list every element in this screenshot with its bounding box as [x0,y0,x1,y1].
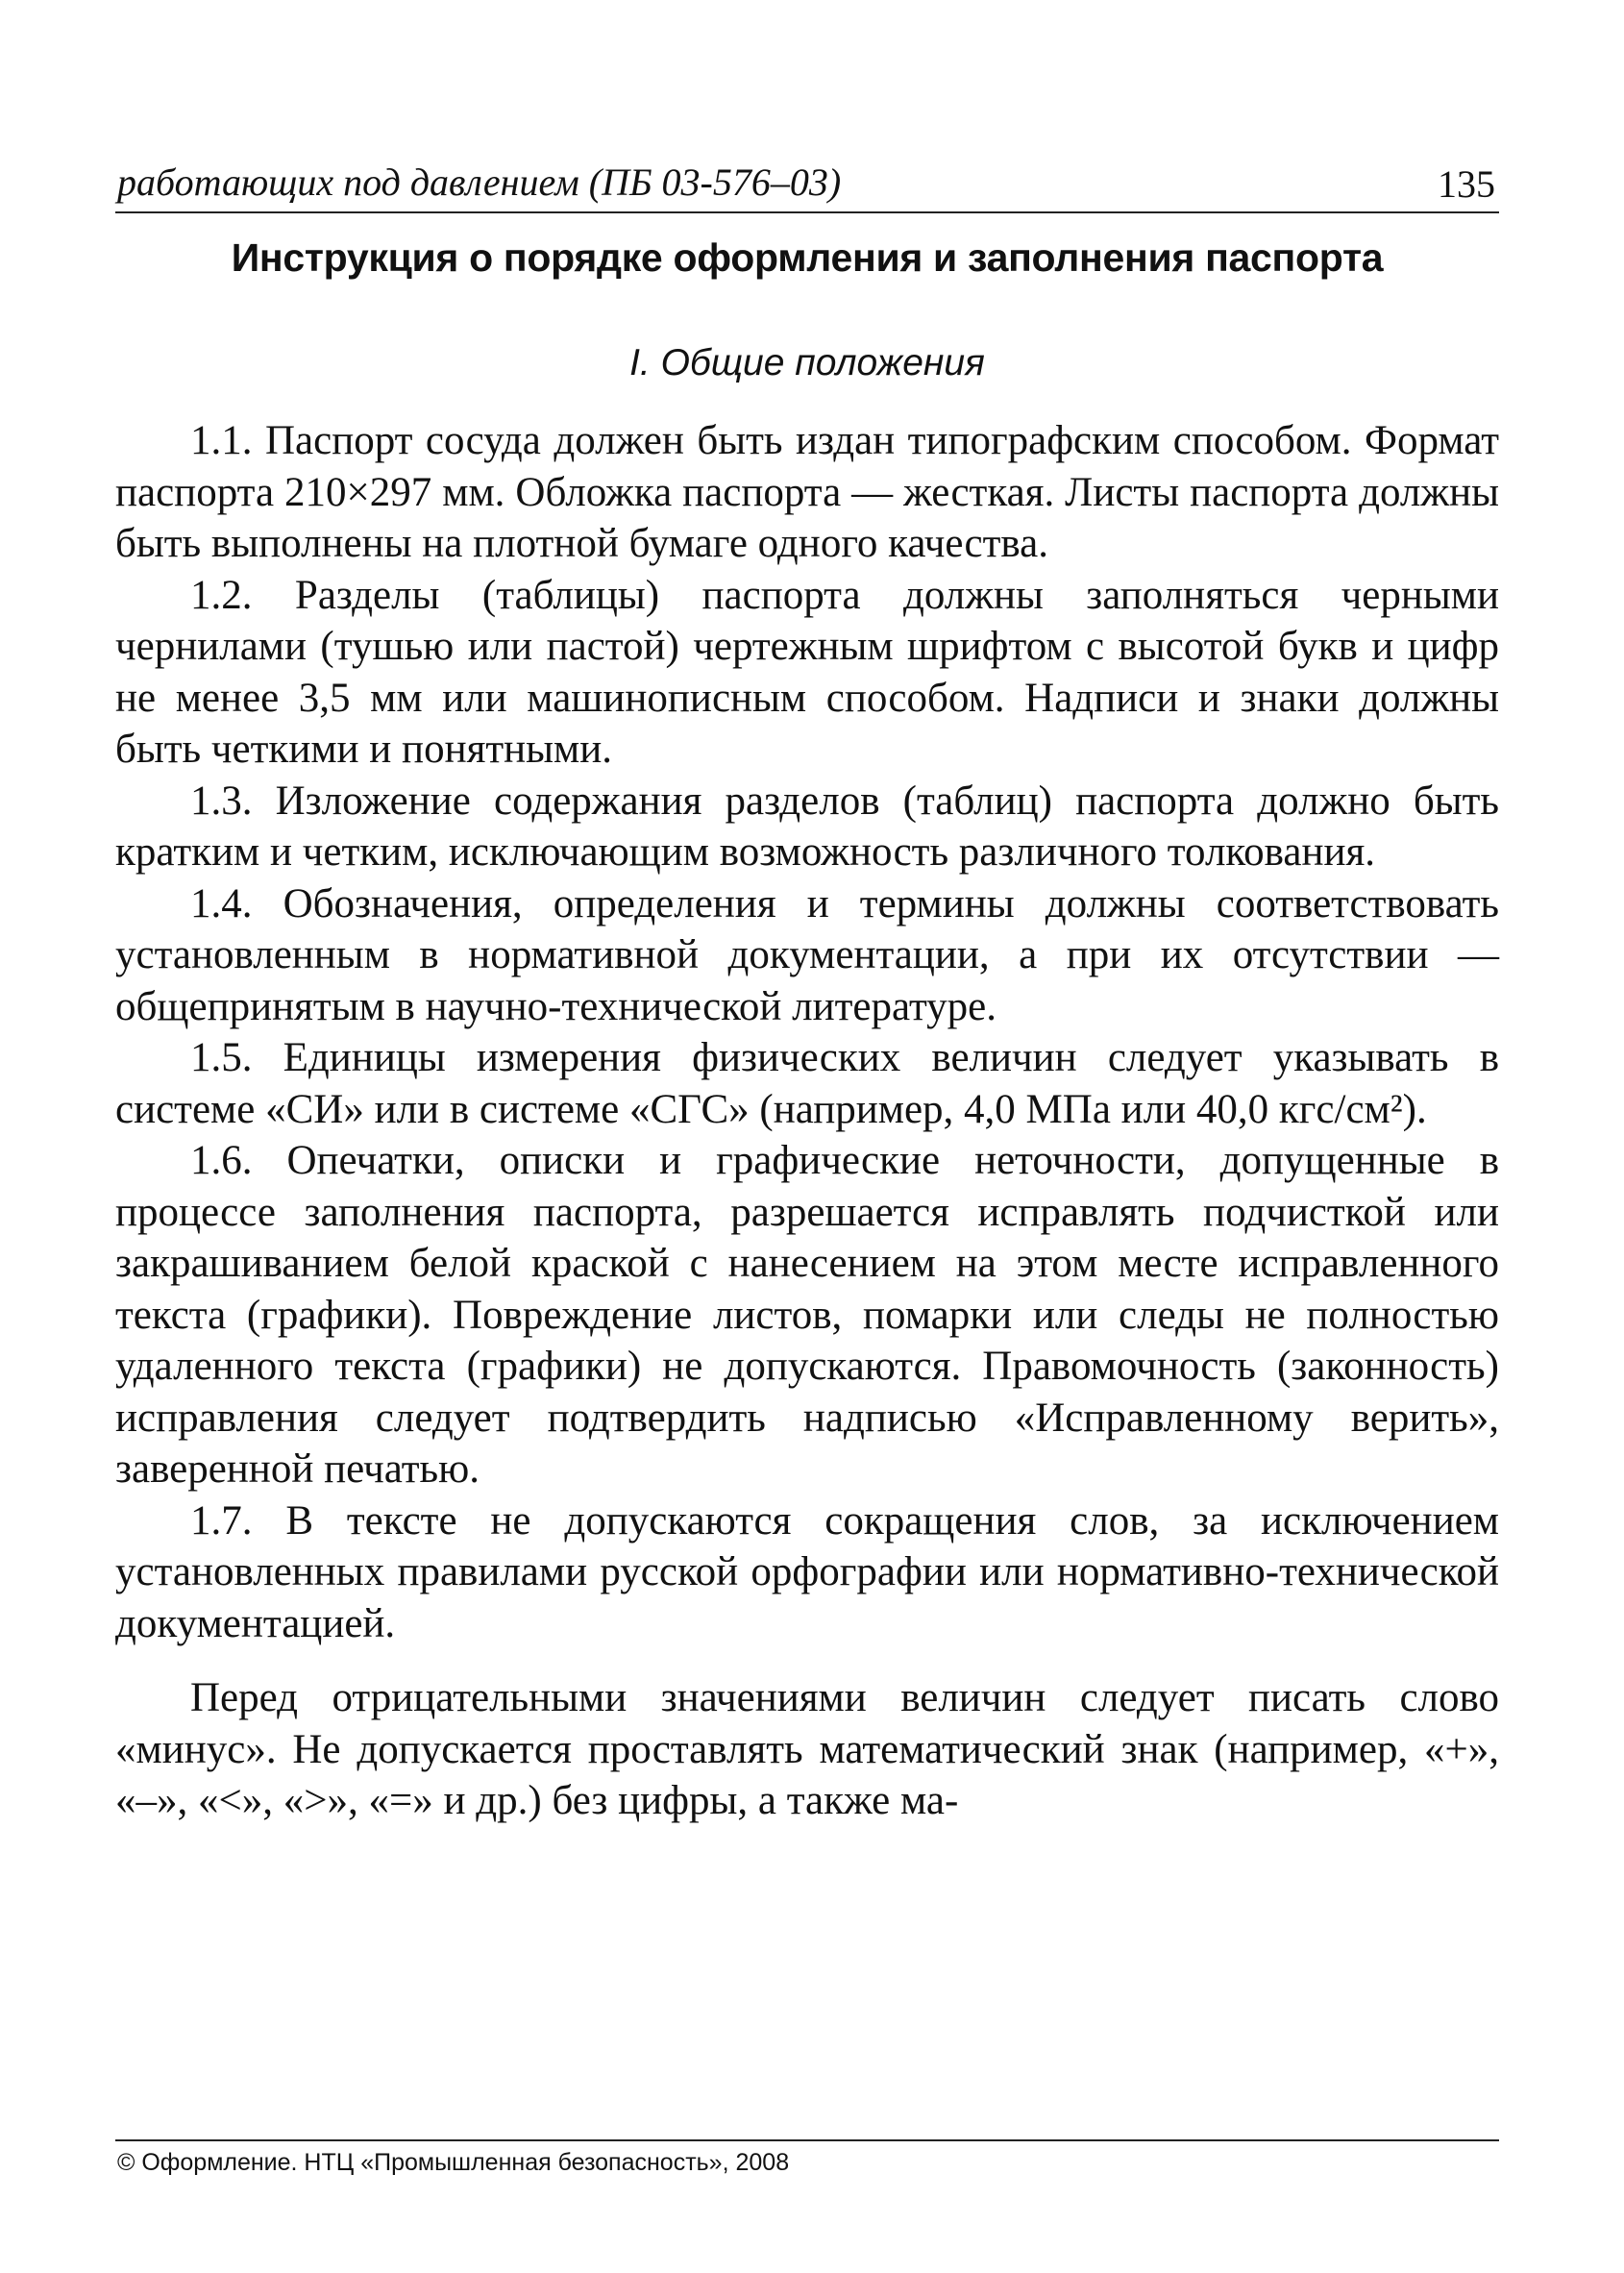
paragraph-1-2: 1.2. Разделы (таблицы) паспорта должны заполняться черными чернилами (тушью или пастой) чертежным шрифтом с высотой букв и цифр не менее 3,5 мм или машинописным способом. Надписи и знаки должны быть четкими и понятными. [115,572,1499,772]
section-heading: I. Общие положения [629,342,985,383]
paragraph-1-6: 1.6. Опечатки, описки и графические неточности, допущенные в процессе заполнения паспорта, разрешается исправлять подчисткой или закрашиванием белой краской с нанесением на этом месте исправленного текста (графики). Повреждение листов, помарки или следы не полностью удаленного текста (графики) не допускаются. Правомочность (законность) исправления следует подтвердить надписью «Исправленному верить», заверенной печатью. [115,1138,1499,1492]
paragraph-1-4: 1.4. Обозначения, определения и термины должны соответствовать установленным в нормативной документации, а при их отсутствии — общепринятым в научно-технической литературе. [115,880,1499,1029]
paragraph-1-1: 1.1. Паспорт сосуда должен быть издан типографским способом. Формат паспорта 210×297 мм. Обложка паспорта — жесткая. Листы паспорта должны быть выполнены на плотной бумаге одного качества. [115,418,1499,566]
document-page [115,0,1499,2273]
paragraph-1-7: 1.7. В тексте не допускаются сокращения слов, за исключением установленных правилами русской орфографии или нормативно-технической документацией. [115,1497,1499,1646]
page-number: 135 [1438,162,1495,206]
footer-divider [115,2139,1499,2141]
paragraph-1-3: 1.3. Изложение содержания разделов (таблиц) паспорта должно быть кратким и четким, исключающим возможность различного толкования. [115,778,1499,875]
paragraph-minus-sign: Перед отрицательными значениями величин следует писать слово «минус». Не допускается проставлять математический знак (например, «+», «–», «<», «>», «=» и др.) без цифры, а также ма- [115,1675,1499,1823]
running-header [115,156,1499,213]
footer-copyright: © Оформление. НТЦ «Промышленная безопасность», 2008 [117,2149,790,2176]
document-title: Инструкция о порядке оформления и заполнения паспорта [231,235,1384,280]
paragraph-1-5: 1.5. Единицы измерения физических величин следует указывать в системе «СИ» или в системе «СГС» (например, 4,0 МПа или 40,0 кгс/см²). [115,1035,1499,1132]
body-text [115,415,1499,1827]
running-header-title: работающих под давлением (ПБ 03-576–03) [117,161,842,204]
